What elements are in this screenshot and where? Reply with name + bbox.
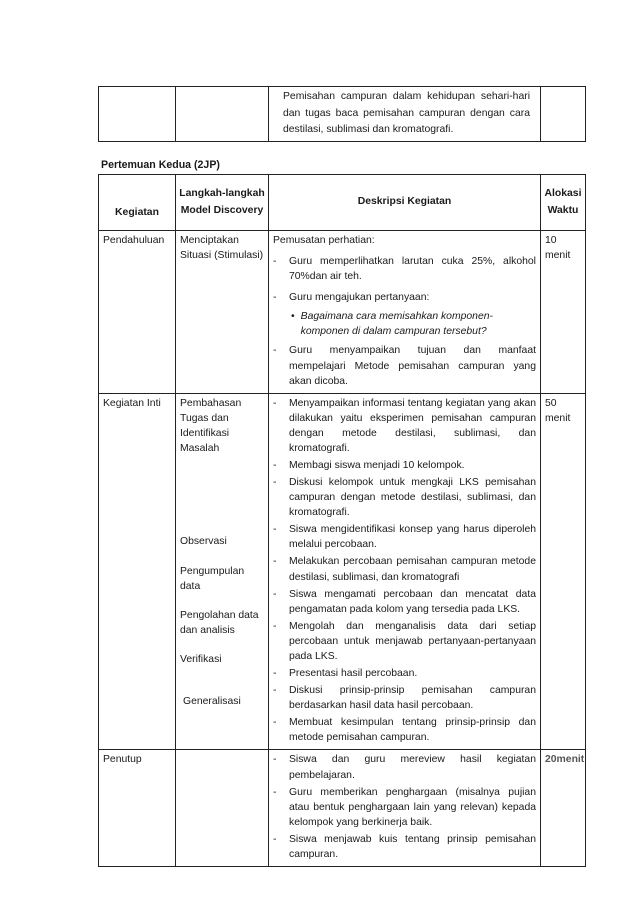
list-item: - Membagi siswa menjadi 10 kelompok. (273, 460, 465, 472)
table-row (99, 750, 586, 867)
deskripsi-text: Pemisahan campuran dalam kehidupan sehari-hari dan tugas baca pemisahan campuran dengan cara destilasi, sublimasi dan kromatografi. (283, 91, 530, 136)
langkah-text: Pengumpulan data (180, 565, 245, 592)
list-item: - Melakukan percobaan pemisahan campuran metode destilasi, sublimasi, dan kromatografi (273, 556, 536, 583)
table-row (99, 393, 586, 750)
waktu-cell: 20menit (541, 750, 586, 867)
header-langkah: Langkah-langkah Model Discovery (176, 175, 269, 231)
waktu-cell: 10 menit (541, 231, 586, 394)
kegiatan-cell: Pendahuluan (99, 231, 176, 394)
list-item: - Siswa mengidentifikasi konsep yang harus diperoleh melalui percobaan. (273, 524, 536, 551)
empty-cell (176, 87, 269, 142)
list-item: - Menyampaikan informasi tentang kegiatan yang akan dilakukan yaitu eksperimen pemisahan campuran dengan metode destilasi, sublimasi, dan kromatografi. (273, 397, 536, 454)
langkah-text: Verifikasi (180, 653, 222, 665)
langkah-text: Menciptakan (180, 235, 239, 246)
list-item: - Mengolah dan menganalisis data dari setiap percobaan untuk menjawab pertanyaan-pertanyaan pada LKS. (273, 620, 536, 662)
header-deskripsi: Deskripsi Kegiatan (269, 175, 541, 231)
list-item: - Guru menyampaikan tujuan dan manfaat mempelajari Metode pemisahan campuran yang akan dicoba. (273, 345, 536, 387)
list-item: - Diskusi prinsip-prinsip pemisahan campuran berdasarkan hasil data hasil percobaan. (273, 685, 536, 712)
header-row (99, 175, 586, 231)
kegiatan-cell: Penutup (99, 750, 176, 867)
header-kegiatan: Kegiatan (99, 175, 176, 231)
list-item: - Siswa dan guru mereview hasil kegiatan pembelajaran. (273, 754, 536, 781)
waktu-cell: 50 menit (541, 393, 586, 750)
langkah-text: Situasi (Stimulasi) (180, 250, 264, 262)
list-item: - Guru memberikan penghargaan (misalnya pujian atau bentuk penghargaan lain yang relevan) kepada kelompok yang berkinerja baik. (273, 786, 536, 828)
deskripsi-cell (269, 750, 541, 867)
table-row (99, 87, 586, 142)
empty-cell (99, 87, 176, 142)
langkah-text: Pembahasan Tugas dan Identifikasi Masalah (180, 397, 242, 454)
list-item: - Siswa mengamati percobaan dan mencatat data pengamatan pada kolom yang tersedia pada LKS. (273, 588, 536, 615)
langkah-text: Generalisasi (183, 695, 241, 707)
list-item: - Guru memperlihatkan larutan cuka 25%, alkohol 70%dan air teh. (273, 256, 536, 283)
deskripsi-cell (269, 393, 541, 750)
section-heading: Pertemuan Kedua (2JP) (101, 159, 220, 171)
previous-page-table (98, 86, 586, 142)
deskripsi-intro: Pemusatan perhatian: (273, 235, 375, 246)
langkah-text: Pengolahan data dan analisis (180, 609, 259, 636)
list-item: • Bagaimana cara memisahkan komponen-komponen di dalam campuran tersebut? (291, 311, 493, 338)
header-alokasi: Alokasi Waktu (541, 175, 586, 231)
deskripsi-cell (269, 87, 541, 142)
langkah-cell (176, 750, 269, 867)
langkah-text: Observasi (180, 535, 227, 547)
deskripsi-cell (269, 231, 541, 394)
activity-table (98, 174, 586, 867)
list-item: - Diskusi kelompok untuk mengkaji LKS pemisahan campuran dengan metode destilasi, sublimasi, dan kromatografi. (273, 477, 536, 519)
list-item: - Presentasi hasil percobaan. (273, 668, 418, 680)
langkah-cell (176, 231, 269, 394)
langkah-cell (176, 393, 269, 750)
list-item: - Membuat kesimpulan tentang prinsip-prinsip dan metode pemisahan campuran. (273, 717, 536, 744)
empty-cell (541, 87, 586, 142)
list-item: - Siswa menjawab kuis tentang prinsip pemisahan campuran. (273, 833, 536, 860)
list-item: - Guru mengajukan pertanyaan: (273, 292, 430, 304)
table-row (99, 231, 586, 394)
kegiatan-cell: Kegiatan Inti (99, 393, 176, 750)
